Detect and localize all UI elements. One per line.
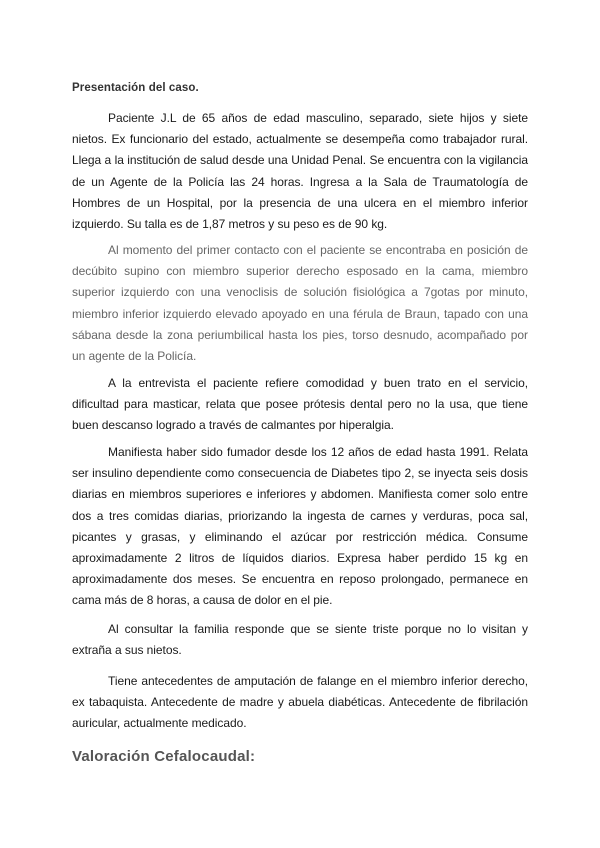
- paragraph-family: Al consultar la familia responde que se siente triste porque no lo visitan y extraña a sus nietos.: [72, 622, 528, 658]
- paragraph-patient-identification: Paciente J.L de 65 años de edad masculino, separado, siete hijos y siete nietos. Ex funcionario del estado, actualmente se desempeña como trabajador rural. Llega a la institución de salud desde una Unidad Penal. Se encuentra con la vigilancia de un Agente de la Policía las 24 horas. Ingresa a la Sala de Traumatología de Hombres de un Hospital, por la presencia de una ulcera en el miembro inferior izquierdo. Su talla es de 1,87 metros y su peso es de 90 kg.: [72, 111, 528, 232]
- paragraph-history-habits: Manifiesta haber sido fumador desde los 12 años de edad hasta 1991. Relata ser insulino dependiente como consecuencia de Diabetes tipo 2, se inyecta seis dosis diarias en miembros superiores e inferiores y abdomen. Manifiesta comer solo entre dos a tres comidas diarias, priorizando la ingesta de carnes y verduras, poca sal, picantes y grasas, y eliminando el azúcar por restricción médica. Consume aproximadamente 2 litros de líquidos diarios. Expresa haber perdido 15 kg en aproximadamente dos meses. Se encuentra en reposo prolongado, permanece en cama más de 8 horas, a causa de dolor en el pie.: [72, 445, 528, 608]
- paragraph-interview: A la entrevista el paciente refiere comodidad y buen trato en el servicio, dificultad para masticar, relata que posee prótesis dental pero no la usa, que tiene buen descanso logrado a través de calmantes por hiperalgia.: [72, 376, 528, 433]
- paragraph-medical-background: Tiene antecedentes de amputación de falange en el miembro inferior derecho, ex tabaquista. Antecedente de madre y abuela diabéticas. Antecedente de fibrilación auricular, actualmente medicado.: [72, 674, 528, 731]
- section-heading-case-presentation: Presentación del caso.: [72, 82, 199, 94]
- paragraph-first-contact: Al momento del primer contacto con el paciente se encontraba en posición de decúbito supino con miembro superior derecho esposado en la cama, miembro superior izquierdo con una venoclisis de solución fisiológica a 7gotas por minuto, miembro inferior izquierdo elevado apoyado en una férula de Braun, tapado con una sábana desde la zona periumbilical hasta los pies, torso desnudo, acompañado por un agente de la Policía.: [72, 243, 528, 364]
- section-heading-cephalocaudal-assessment: Valoración Cefalocaudal:: [72, 748, 256, 765]
